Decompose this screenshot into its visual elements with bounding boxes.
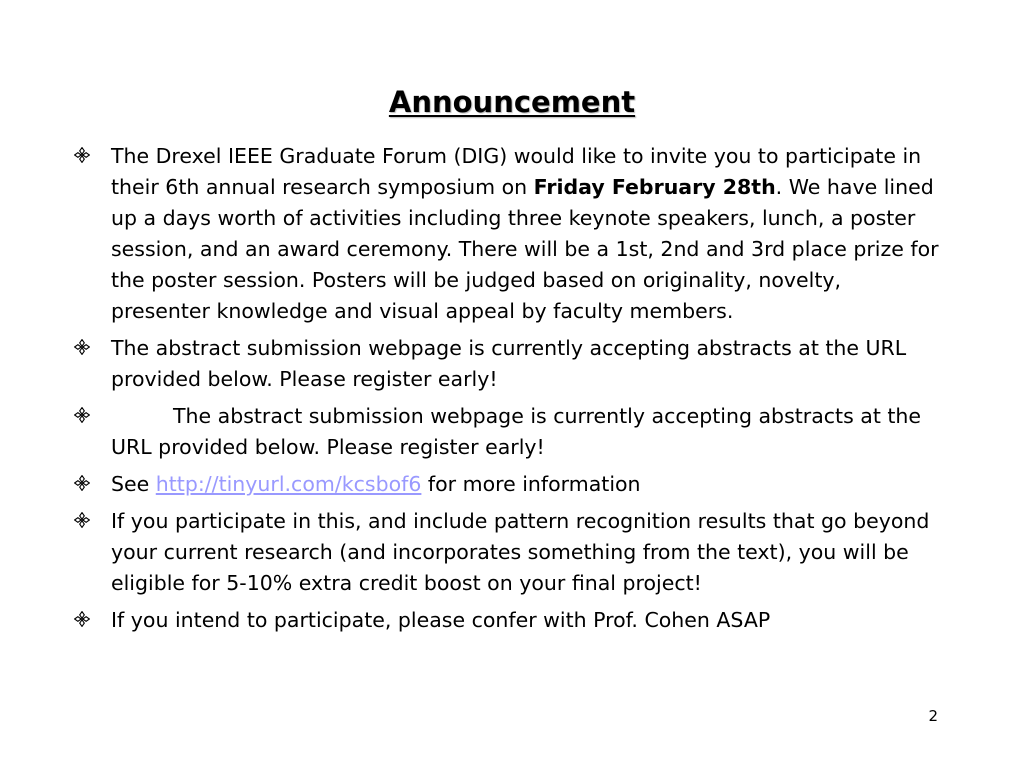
bullet-item-extra-credit [72, 506, 942, 599]
bullet-item-abstract-submission-indented [72, 401, 942, 463]
bullet-item-more-info [72, 469, 942, 500]
tinyurl-link[interactable]: http://tinyurl.com/kcsbof6 [155, 472, 422, 496]
bullet-item-abstract-submission [72, 333, 942, 395]
bullet-text [111, 472, 641, 496]
four-diamond-bullet-icon [74, 407, 90, 423]
bullet-text-suffix: for more information [421, 472, 641, 496]
four-diamond-bullet-icon [74, 147, 90, 163]
bullet-text: If you intend to participate, please confer with Prof. Cohen ASAP [111, 608, 771, 632]
slide-title: Announcement [388, 85, 636, 119]
four-diamond-bullet-icon [74, 512, 90, 528]
bullet-item-confer [72, 605, 942, 636]
bullet-text-part: The Drexel IEEE Graduate Forum (DIG) would like to invite you to participate in their 6th annual research symposium on [111, 144, 922, 199]
bullet-text: The abstract submission webpage is currently accepting abstracts at the URL provided below. Please register early! [111, 404, 922, 459]
bullet-text [111, 144, 939, 323]
bullet-item-symposium [72, 141, 942, 327]
bullet-list [72, 141, 942, 642]
event-date: Friday February 28th [533, 175, 776, 199]
bullet-text: If you participate in this, and include pattern recognition results that go beyond your current research (and incorporates something from the text), you will be eligible for 5-10% extra credit boost on your final project! [111, 509, 930, 595]
four-diamond-bullet-icon [74, 339, 90, 355]
four-diamond-bullet-icon [74, 611, 90, 627]
bullet-text: The abstract submission webpage is currently accepting abstracts at the URL provided below. Please register early! [111, 336, 907, 391]
bullet-text-part: . We have lined up a days worth of activities including three keynote speakers, lunch, a poster session, and an award ceremony. There will be a 1st, 2nd and 3rd place prize for the poster session. Posters will be judged based on originality, novelty, presenter knowledge and visual appeal by faculty members. [111, 175, 939, 323]
bullet-text-prefix: See [111, 472, 156, 496]
page-number: 2 [928, 707, 938, 725]
four-diamond-bullet-icon [74, 475, 90, 491]
bullet-text-wrapper [111, 404, 921, 459]
